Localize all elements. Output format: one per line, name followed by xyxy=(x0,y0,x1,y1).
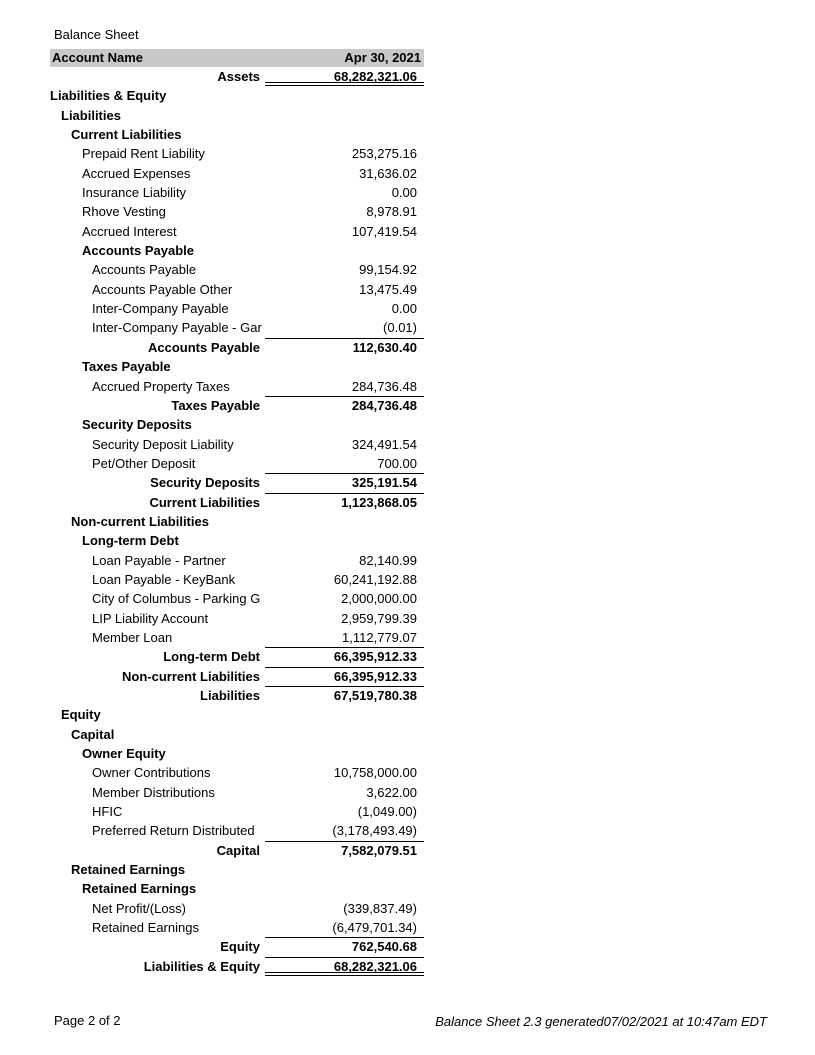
row-value: 284,736.48 xyxy=(351,378,417,394)
table-row xyxy=(0,570,815,589)
table-row xyxy=(0,937,815,956)
row-label: Equity xyxy=(220,939,260,955)
row-label: Member Loan xyxy=(92,629,173,645)
subtotal-rule xyxy=(265,957,424,958)
row-label: Pet/Other Deposit xyxy=(92,455,196,471)
row-label: Long-term Debt xyxy=(163,649,260,665)
row-value: 60,241,192.88 xyxy=(333,571,417,587)
table-row xyxy=(0,531,815,550)
row-label: Owner Contributions xyxy=(92,765,211,781)
table-row xyxy=(0,454,815,473)
row-label: Capital xyxy=(71,726,115,742)
row-label: Rhove Vesting xyxy=(82,204,166,220)
row-value: 66,395,912.33 xyxy=(333,649,417,665)
page-number: Page 2 of 2 xyxy=(54,1013,121,1028)
subtotal-rule xyxy=(265,473,424,474)
table-row xyxy=(0,435,815,454)
row-label: Accrued Expenses xyxy=(82,165,191,181)
row-label: Liabilities & Equity xyxy=(143,958,260,974)
table-header xyxy=(50,49,424,67)
row-value: (0.01) xyxy=(383,320,417,336)
subtotal-rule xyxy=(265,396,424,397)
row-label: Retained Earnings xyxy=(71,862,186,878)
row-value: 0.00 xyxy=(391,185,417,201)
subtotal-rule xyxy=(265,647,424,648)
row-label: Member Distributions xyxy=(92,784,215,800)
table-row xyxy=(0,396,815,415)
row-label: Prepaid Rent Liability xyxy=(82,146,205,162)
table-row xyxy=(0,686,815,705)
table-row xyxy=(0,125,815,144)
row-value: 67,519,780.38 xyxy=(333,688,417,703)
row-label: Assets xyxy=(217,69,260,84)
row-value: 66,395,912.33 xyxy=(333,668,417,684)
table-row xyxy=(0,144,815,163)
table-row xyxy=(0,106,815,125)
row-label: Security Deposits xyxy=(82,417,192,433)
row-label: Accrued Property Taxes xyxy=(92,378,230,394)
row-label: Accounts Payable Other xyxy=(92,281,233,297)
table-row xyxy=(0,357,815,376)
row-label: Inter-Company Payable - Gar xyxy=(92,320,262,336)
row-value: 99,154.92 xyxy=(359,262,417,278)
table-row xyxy=(0,318,815,337)
subtotal-rule xyxy=(265,667,424,668)
table-row xyxy=(0,67,815,86)
row-value: 700.00 xyxy=(377,455,417,471)
table-row xyxy=(0,493,815,512)
row-value: 31,636.02 xyxy=(359,165,417,181)
table-row xyxy=(0,338,815,357)
row-value: 1,112,779.07 xyxy=(342,629,417,645)
subtotal-rule xyxy=(265,338,424,339)
table-row xyxy=(0,609,815,628)
subtotal-rule xyxy=(265,686,424,687)
row-value: 284,736.48 xyxy=(351,397,417,413)
row-label: Preferred Return Distributed xyxy=(92,823,255,839)
table-row xyxy=(0,705,815,724)
row-value: 68,282,321.06 xyxy=(333,958,417,974)
row-value: 762,540.68 xyxy=(351,939,417,955)
table-row xyxy=(0,783,815,802)
row-label: Retained Earnings xyxy=(92,920,199,936)
row-value: 10,758,000.00 xyxy=(333,765,417,781)
row-label: City of Columbus - Parking G xyxy=(92,591,261,607)
table-row xyxy=(0,899,815,918)
row-value: 0.00 xyxy=(391,301,417,317)
table-row xyxy=(0,918,815,937)
table-row xyxy=(0,725,815,744)
double-underline xyxy=(265,972,424,976)
row-value: (339,837.49) xyxy=(343,900,417,916)
table-row xyxy=(0,744,815,763)
row-label: Accounts Payable xyxy=(148,339,260,355)
row-label: Inter-Company Payable xyxy=(92,301,229,317)
table-row xyxy=(0,957,815,976)
table-row xyxy=(0,415,815,434)
table-row xyxy=(0,86,815,105)
row-label: Non-current Liabilities xyxy=(71,513,209,529)
row-value: 2,000,000.00 xyxy=(341,591,417,607)
row-value: 7,582,079.51 xyxy=(341,842,417,858)
table-row xyxy=(0,551,815,570)
row-label: HFIC xyxy=(92,804,123,820)
row-label: Non-current Liabilities xyxy=(122,668,260,684)
table-row xyxy=(0,183,815,202)
table-row xyxy=(0,628,815,647)
row-value: 1,123,868.05 xyxy=(341,494,417,510)
row-label: Retained Earnings xyxy=(82,881,197,897)
table-row xyxy=(0,222,815,241)
table-row xyxy=(0,260,815,279)
row-label: Security Deposits xyxy=(150,475,260,491)
row-value: 82,140.99 xyxy=(359,552,417,568)
row-label: Insurance Liability xyxy=(82,185,187,201)
row-value: 13,475.49 xyxy=(359,281,417,297)
table-row xyxy=(0,802,815,821)
row-value: 8,978.91 xyxy=(366,204,417,220)
account-name-header: Account Name xyxy=(52,50,144,65)
row-label: Taxes Payable xyxy=(171,397,260,413)
subtotal-rule xyxy=(265,937,424,938)
row-value: 68,282,321.06 xyxy=(333,69,417,84)
table-row xyxy=(0,879,815,898)
row-value: 2,959,799.39 xyxy=(341,610,417,626)
row-label: Current Liabilities xyxy=(71,127,182,143)
row-label: Capital xyxy=(216,842,260,858)
row-label: Liabilities & Equity xyxy=(50,88,167,104)
row-value: 112,630.40 xyxy=(352,339,417,355)
row-label: Accounts Payable xyxy=(92,262,197,278)
generated-note: Balance Sheet 2.3 generated07/02/2021 at 10:47am EDT xyxy=(435,1014,767,1029)
table-row xyxy=(0,841,815,860)
row-label: Liabilities xyxy=(61,107,121,123)
subtotal-rule xyxy=(265,493,424,494)
table-row xyxy=(0,667,815,686)
row-value: (6,479,701.34) xyxy=(332,920,417,936)
row-value: 3,622.00 xyxy=(366,784,417,800)
balance-sheet-rows xyxy=(0,67,815,976)
row-label: Accrued Interest xyxy=(82,223,177,239)
row-label: LIP Liability Account xyxy=(92,610,209,626)
subtotal-rule xyxy=(265,841,424,842)
row-label: Net Profit/(Loss) xyxy=(92,900,186,916)
row-label: Liabilities xyxy=(200,688,260,703)
table-row xyxy=(0,763,815,782)
row-label: Accounts Payable xyxy=(82,243,194,259)
row-value: 324,491.54 xyxy=(351,436,417,452)
row-value: 325,191.54 xyxy=(351,475,417,491)
row-label: Current Liabilities xyxy=(149,494,260,510)
table-row xyxy=(0,473,815,492)
table-row xyxy=(0,241,815,260)
row-label: Security Deposit Liability xyxy=(92,436,234,452)
table-row xyxy=(0,202,815,221)
table-row xyxy=(0,589,815,608)
date-header: Apr 30, 2021 xyxy=(344,50,421,65)
row-label: Equity xyxy=(61,707,101,723)
table-row xyxy=(0,164,815,183)
table-row xyxy=(0,512,815,531)
row-value: 253,275.16 xyxy=(351,146,417,162)
row-label: Loan Payable - KeyBank xyxy=(92,571,236,587)
row-label: Loan Payable - Partner xyxy=(92,552,226,568)
document-title: Balance Sheet xyxy=(54,27,139,42)
table-row xyxy=(0,377,815,396)
table-row xyxy=(0,280,815,299)
row-value: 107,419.54 xyxy=(351,223,417,239)
row-value: (1,049.00) xyxy=(357,804,417,820)
table-row xyxy=(0,647,815,666)
row-label: Long-term Debt xyxy=(82,533,179,549)
table-row xyxy=(0,821,815,840)
row-label: Owner Equity xyxy=(82,746,166,762)
table-row xyxy=(0,299,815,318)
table-row xyxy=(0,860,815,879)
row-label: Taxes Payable xyxy=(82,359,171,375)
row-value: (3,178,493.49) xyxy=(332,823,417,839)
